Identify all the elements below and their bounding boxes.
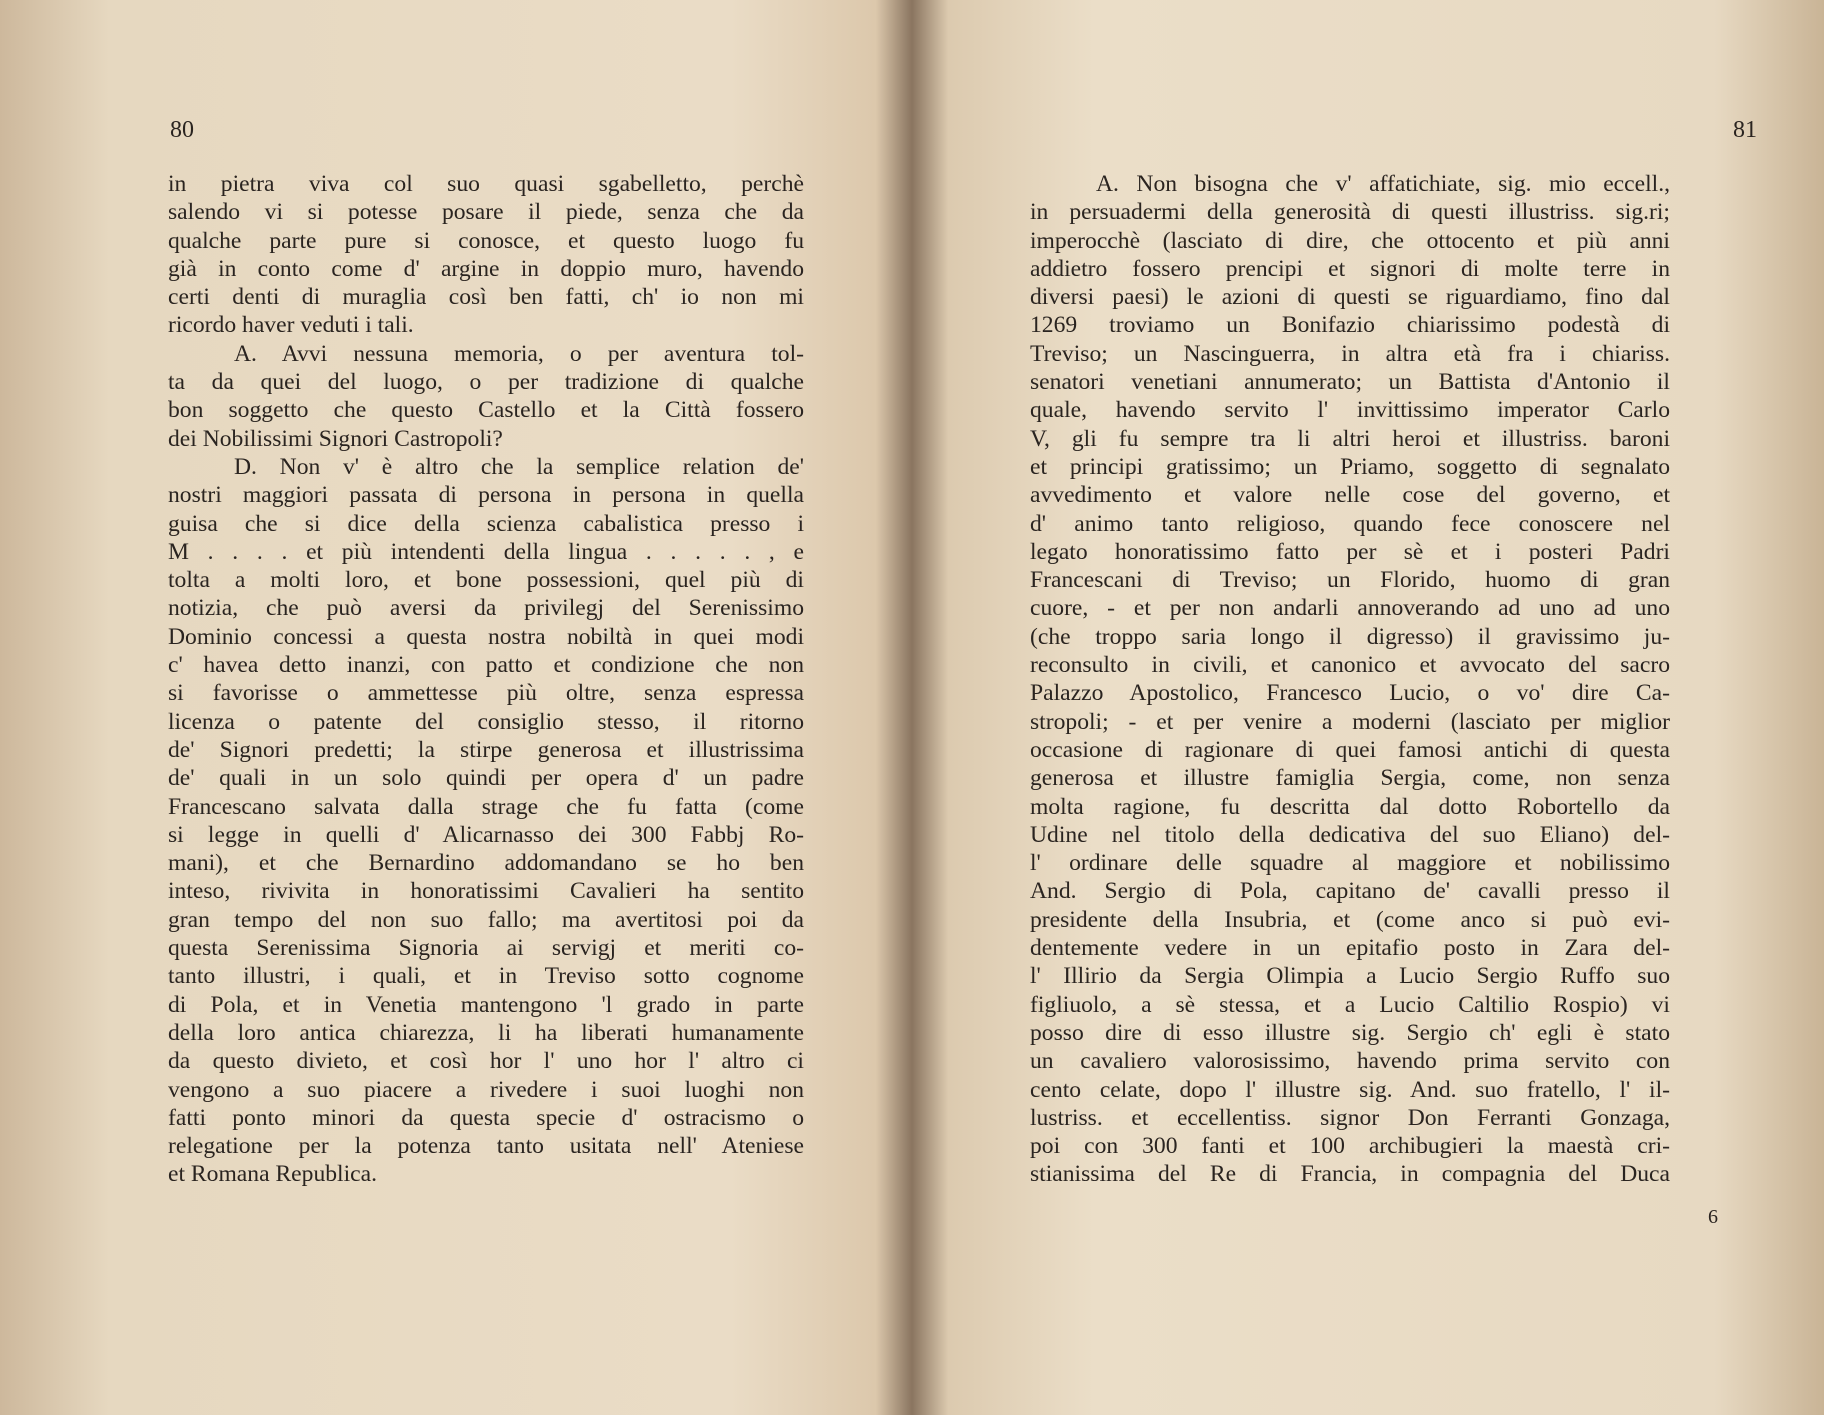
- text-line: Udine nel titolo della dedicativa del suo Eliano) del-: [1030, 821, 1670, 848]
- text-line: si favorisse o ammettesse più oltre, senza espressa: [168, 680, 804, 707]
- text-line: guisa che si dice della scienza cabalistica presso i: [168, 510, 804, 537]
- text-line: nostri maggiori passata di persona in persona in quella: [168, 482, 804, 509]
- right-page: [918, 0, 1824, 1415]
- text-line: relegatione per la potenza tanto usitata nell' Ateniese: [168, 1133, 804, 1160]
- text-line: And. Sergio di Pola, capitano de' cavalli presso il: [1030, 878, 1670, 905]
- text-line: vengono a suo piacere a rivedere i suoi luoghi non: [168, 1076, 804, 1103]
- left-page-text: [168, 170, 804, 1189]
- text-line: occasione di ragionare di quei famosi antichi di questa: [1030, 736, 1670, 763]
- text-line: notizia, che può aversi da privilegj del Serenissimo: [168, 595, 804, 622]
- text-line: da questo divieto, et così hor l' uno hor l' altro ci: [168, 1048, 804, 1075]
- text-line: imperocchè (lasciato di dire, che ottocento et più anni: [1030, 227, 1670, 254]
- text-line: mani), et che Bernardino addomandano se ho ben: [168, 850, 804, 877]
- text-line: Francescano salvata dalla strage che fu fatta (come: [168, 793, 804, 820]
- text-line: Treviso; un Nascinguerra, in altra età fra i chiariss.: [1030, 340, 1670, 367]
- text-line: reconsulto in civili, et canonico et avvocato del sacro: [1030, 652, 1670, 679]
- text-line: ta da quei del luogo, o per tradizione di qualche: [168, 369, 804, 396]
- text-line: lustriss. et eccellentiss. signor Don Ferranti Gonzaga,: [1030, 1104, 1670, 1131]
- text-line: un cavaliero valorosissimo, havendo prima servito con: [1030, 1048, 1670, 1075]
- text-line: dei Nobilissimi Signori Castropoli?: [168, 425, 503, 452]
- text-line: licenza o patente del consiglio stesso, il ritorno: [168, 708, 804, 735]
- text-line: et Romana Republica.: [168, 1161, 378, 1188]
- text-line: poi con 300 fanti et 100 archibugieri la maestà cri-: [1030, 1133, 1670, 1160]
- text-line: in pietra viva col suo quasi sgabelletto, perchè: [168, 171, 804, 197]
- text-line: certi denti di muraglia così ben fatti, ch' io non mi: [168, 284, 804, 311]
- text-line: presidente della Insubria, et (come anco si può evi-: [1030, 906, 1670, 933]
- text-line: diversi paesi) le azioni di questi se riguardiamo, fino dal: [1030, 284, 1670, 311]
- text-line: senatori venetiani annumerato; un Battista d'Antonio il: [1030, 369, 1670, 396]
- page-number-left: 80: [170, 117, 194, 143]
- text-line: quale, havendo servito l' invittissimo imperator Carlo: [1030, 397, 1670, 424]
- text-line: A. Avvi nessuna memoria, o per aventura tol-: [234, 340, 804, 367]
- text-line: l' Illirio da Sergia Olimpia a Lucio Sergio Ruffo suo: [1030, 963, 1670, 990]
- text-line: avvedimento et valore nelle cose del governo, et: [1030, 482, 1670, 509]
- text-line: legato honoratissimo fatto per sè et i posteri Padri: [1030, 538, 1670, 565]
- text-line: bon soggetto che questo Castello et la Città fossero: [168, 397, 804, 424]
- text-line: qualche parte pure si conosce, et questo luogo fu: [168, 227, 804, 254]
- text-line: V, gli fu sempre tra li altri heroi et illustriss. baroni: [1030, 425, 1670, 452]
- text-line: generosa et illustre famiglia Sergia, come, non senza: [1030, 765, 1670, 792]
- text-line: l' ordinare delle squadre al maggiore et nobilissimo: [1030, 850, 1670, 877]
- text-line: ricordo haver veduti i tali.: [168, 312, 414, 339]
- text-line: di Pola, et in Venetia mantengono 'l grado in parte: [168, 991, 804, 1018]
- text-line: salendo vi si potesse posare il piede, senza che da: [168, 199, 804, 226]
- text-line: della loro antica chiarezza, li ha liberati humanamente: [168, 1019, 804, 1046]
- text-line: si legge in quelli d' Alicarnasso dei 300 Fabbj Ro-: [168, 821, 804, 848]
- text-line: M . . . . et più intendenti della lingua . . . . . , e: [168, 538, 804, 565]
- text-line: cuore, - et per non andarli annoverando ad uno ad uno: [1030, 595, 1670, 622]
- text-line: (che troppo saria longo il digresso) il gravissimo ju-: [1030, 623, 1670, 650]
- text-line: c' havea detto inanzi, con patto et condizione che non: [168, 652, 804, 679]
- text-line: molta ragione, fu descritta dal dotto Robortello da: [1030, 793, 1670, 820]
- text-line: fatti ponto minori da questa specie d' ostracismo o: [168, 1104, 804, 1131]
- text-line: stianissima del Re di Francia, in compagnia del Duca: [1030, 1161, 1670, 1188]
- text-line: A. Non bisogna che v' affatichiate, sig. mio eccell.,: [1096, 171, 1670, 197]
- text-line: 1269 troviamo un Bonifazio chiarissimo podestà di: [1030, 312, 1670, 339]
- text-line: tanto illustri, i quali, et in Treviso sotto cognome: [168, 963, 804, 990]
- left-page: [0, 0, 905, 1415]
- text-line: Palazzo Apostolico, Francesco Lucio, o vo' dire Ca-: [1030, 680, 1670, 707]
- text-line: già in conto come d' argine in doppio muro, havendo: [168, 255, 804, 282]
- text-line: gran tempo del non suo fallo; ma avertitosi poi da: [168, 906, 804, 933]
- right-page-text: [1030, 170, 1670, 1189]
- text-line: tolta a molti loro, et bone possessioni, quel più di: [168, 567, 804, 594]
- text-line: figliuolo, a sè stessa, et a Lucio Caltilio Rospio) vi: [1030, 991, 1670, 1018]
- text-line: de' Signori predetti; la stirpe generosa et illustrissima: [168, 736, 804, 763]
- signature-mark: 6: [1708, 1206, 1718, 1228]
- text-line: in persuadermi della generosità di questi illustriss. sig.ri;: [1030, 199, 1670, 226]
- text-line: questa Serenissima Signoria ai servigj et meriti co-: [168, 935, 804, 962]
- text-line: stropoli; - et per venire a moderni (lasciato per miglior: [1030, 708, 1670, 735]
- text-line: d' animo tanto religioso, quando fece conoscere nel: [1030, 510, 1670, 537]
- text-line: posso dire di esso illustre sig. Sergio ch' egli è stato: [1030, 1019, 1670, 1046]
- text-line: Francescani di Treviso; un Florido, huomo di gran: [1030, 567, 1670, 594]
- text-line: inteso, rivivita in honoratissimi Cavalieri ha sentito: [168, 878, 804, 905]
- text-line: de' quali in un solo quindi per opera d' un padre: [168, 765, 804, 792]
- text-line: cento celate, dopo l' illustre sig. And. suo fratello, l' il-: [1030, 1076, 1670, 1103]
- text-line: D. Non v' è altro che la semplice relation de': [234, 453, 804, 480]
- text-line: addietro fossero prencipi et signori di molte terre in: [1030, 255, 1670, 282]
- page-number-right: 81: [1733, 117, 1757, 143]
- text-line: Dominio concessi a questa nostra nobiltà in quei modi: [168, 623, 804, 650]
- text-line: et principi gratissimo; un Priamo, soggetto di segnalato: [1030, 453, 1670, 480]
- text-line: dentemente vedere in un epitafio posto in Zara del-: [1030, 935, 1670, 962]
